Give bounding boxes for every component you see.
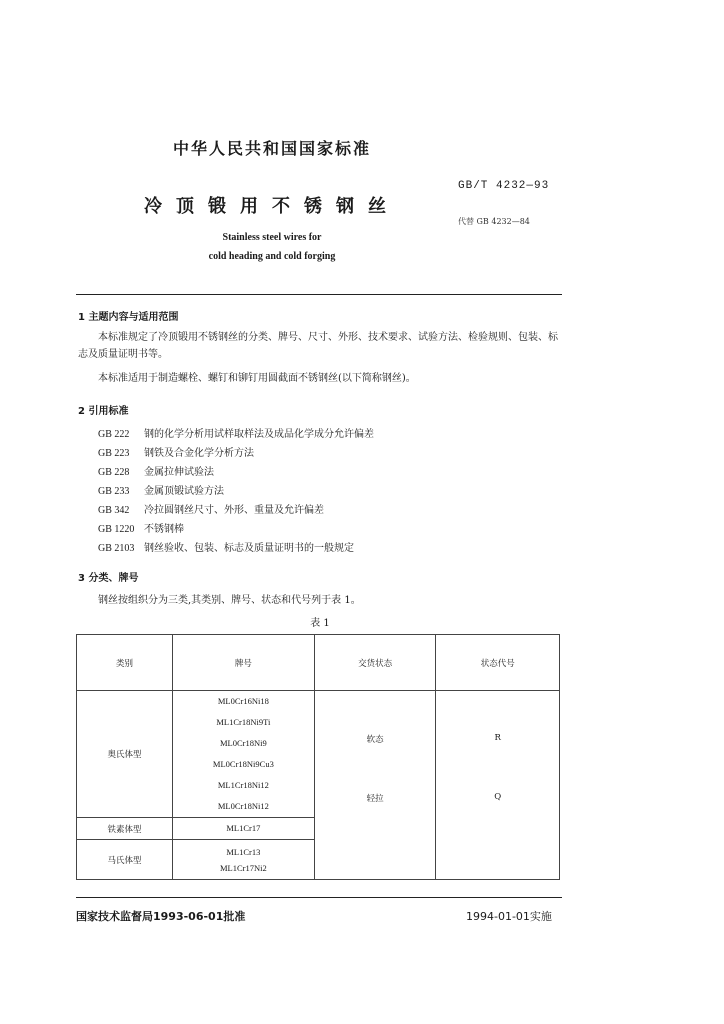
ref-item: GB 2103 钢丝验收、包装、标志及质量证明书的一般规定 (98, 543, 354, 554)
table-row (77, 818, 560, 840)
header-delivery-state: 交货状态 (314, 635, 436, 691)
section3-heading: 3 分类、牌号 (78, 573, 139, 584)
standard-title-en-line2: cold heading and cold forging (208, 251, 336, 262)
grade: ML0Cr18Ni9 (220, 738, 267, 748)
replaces-note: 代替 GB 4232—84 (458, 217, 530, 226)
state-code-soft: R (436, 691, 560, 818)
grade: ML0Cr18Ni12 (217, 801, 269, 811)
grade: ML1Cr18Ni12 (217, 780, 269, 790)
approval-date: 国家技术监督局1993-06-01批准 (76, 910, 246, 923)
category-martensitic: 马氏体型 (77, 840, 173, 880)
ref-item: GB 1220 不锈钢棒 (98, 524, 184, 535)
state-code-light (436, 791, 560, 880)
section1-para2: 本标准适用于制造螺栓、螺钉和铆钉用圆截面不锈钢丝(以下简称钢丝)。 (98, 373, 416, 384)
grade: ML1Cr13 (226, 846, 261, 857)
effective-date: 1994-01-01实施 (466, 910, 552, 923)
header-grade: 牌号 (172, 635, 314, 691)
grades-austenitic (172, 691, 314, 818)
standard-title-cn: 冷顶锻用不锈钢丝 (144, 196, 400, 217)
grades-ferritic (172, 818, 314, 840)
footer-rule (76, 897, 562, 898)
category-ferritic: 铁素体型 (77, 818, 173, 840)
national-standard-heading: 中华人民共和国国家标准 (172, 139, 371, 158)
grade: ML0Cr18Ni9Cu3 (212, 759, 274, 769)
table-caption: 表 1 (310, 618, 330, 629)
delivery-state-soft: 软态 (314, 691, 436, 818)
ref-item: GB 228 金属拉伸试验法 (98, 467, 214, 478)
delivery-state-light-label: 轻拉 (366, 793, 384, 804)
section3-para1: 钢丝按组织分为三类,其类别、牌号、状态和代号列于表 1。 (98, 595, 361, 606)
section1-heading: 1 主题内容与适用范围 (78, 312, 179, 323)
header-rule (76, 294, 562, 295)
header-state-code: 状态代号 (436, 635, 560, 691)
ref-item: GB 233 金属顶锻试验方法 (98, 486, 224, 497)
grade: ML1Cr18Ni9Ti (216, 717, 271, 727)
ref-item: GB 222 钢的化学分析用试样取样法及成品化学成分允许偏差 (98, 429, 374, 440)
grades-martensitic (172, 840, 314, 880)
standard-title-en-line1: Stainless steel wires for (222, 232, 322, 243)
delivery-state-light (314, 793, 436, 880)
standard-number: GB/T 4232—93 (458, 180, 550, 192)
grade: ML1Cr17 (226, 823, 261, 833)
table-header-row (77, 635, 560, 691)
grade: ML1Cr17Ni2 (220, 862, 267, 873)
grade: ML0Cr16Ni18 (217, 696, 269, 706)
section2-heading: 2 引用标准 (78, 406, 129, 417)
category-austenitic: 奥氏体型 (77, 691, 173, 818)
state-code-light-label: Q (494, 791, 502, 802)
grades-table (76, 634, 560, 880)
section1-para1: 本标准规定了冷顶锻用不锈钢丝的分类、牌号、尺寸、外形、技术要求、试验方法、检验规则、包装、标志及质量证明书等。 (78, 332, 558, 360)
ref-item: GB 342 冷拉圆钢丝尺寸、外形、重量及允许偏差 (98, 505, 324, 516)
ref-item: GB 223 钢铁及合金化学分析方法 (98, 448, 254, 459)
header-category: 类别 (77, 635, 173, 691)
